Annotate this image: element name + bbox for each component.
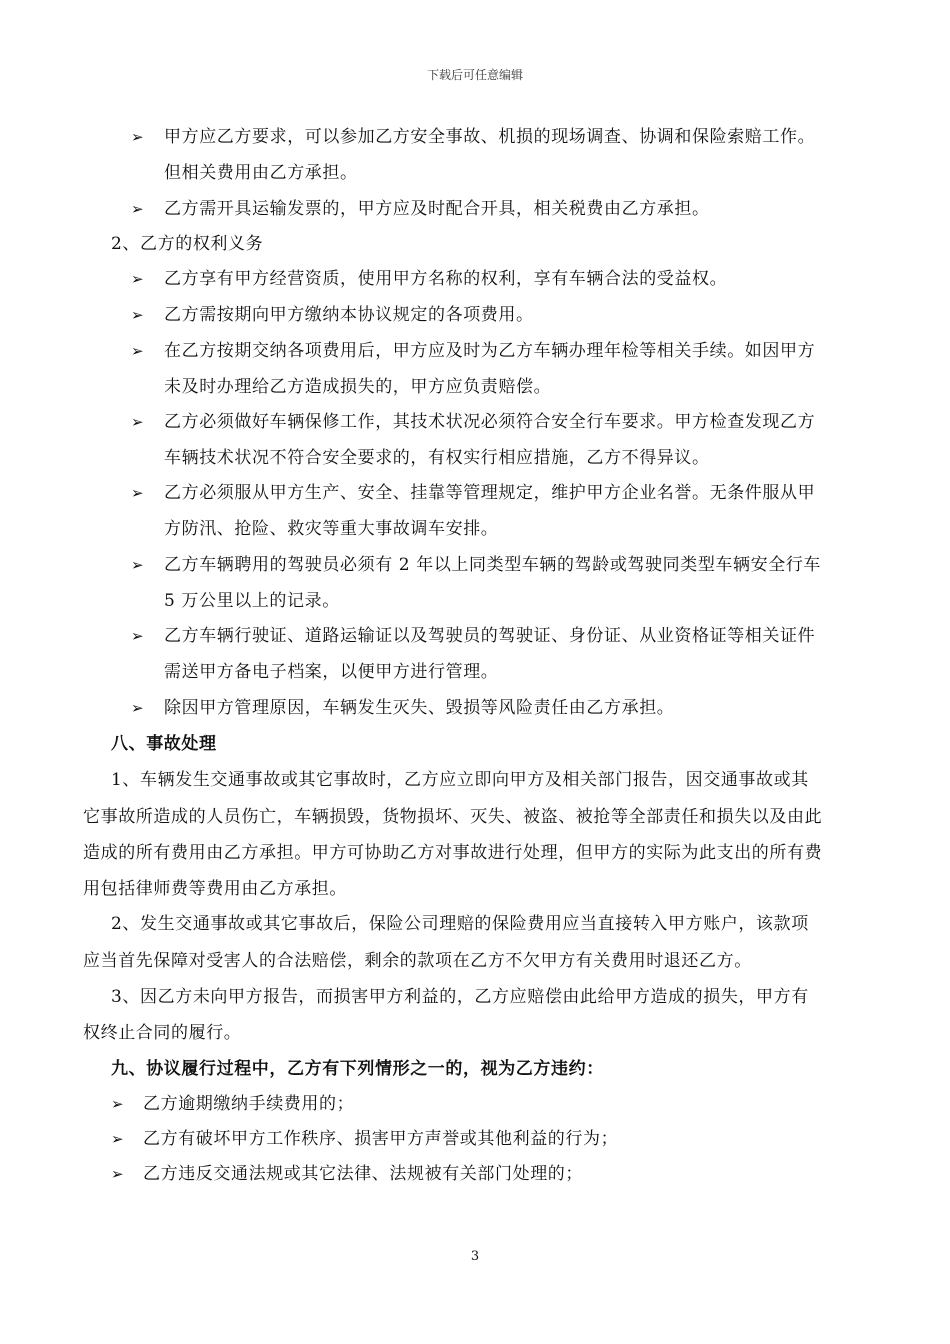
list-item: 除因甲方管理原因，车辆发生灭失、毁损等风险责任由乙方承担。 — [164, 698, 675, 718]
bullet-icon: ➢ — [131, 270, 144, 288]
list-item: 乙方必须做好车辆保修工作，其技术状况必须符合安全行车要求。甲方检查发现乙方 — [164, 412, 816, 432]
list-item: 需送甲方备电子档案，以便甲方进行管理。 — [164, 662, 499, 682]
bullet-icon: ➢ — [111, 1095, 124, 1113]
bullet-icon: ➢ — [111, 1130, 124, 1148]
paragraph-line: 造成的所有费用由乙方承担。甲方可协助乙方对事故进行处理，但甲方的实际为此支出的所有费 — [83, 843, 823, 863]
section-subheading: 2、乙方的权利义务 — [111, 234, 264, 254]
section-heading: 九、协议履行过程中，乙方有下列情形之一的，视为乙方违约： — [111, 1059, 604, 1079]
list-item: 乙方需开具运输发票的，甲方应及时配合开具，相关税费由乙方承担。 — [164, 199, 710, 219]
list-item: 乙方需按期向甲方缴纳本协议规定的各项费用。 — [164, 305, 534, 325]
bullet-icon: ➢ — [131, 306, 144, 324]
bullet-icon: ➢ — [131, 627, 144, 645]
list-item: 乙方违反交通法规或其它法律、法规被有关部门处理的； — [143, 1164, 583, 1184]
list-item: 乙方逾期缴纳手续费用的； — [143, 1094, 355, 1114]
page-header: 下载后可任意编辑 — [426, 68, 523, 82]
page-number: 3 — [470, 1249, 480, 1264]
list-item: 乙方有破坏甲方工作秩序、损害甲方声誉或其他利益的行为； — [143, 1129, 619, 1149]
bullet-icon: ➢ — [131, 556, 144, 574]
section-heading: 八、事故处理 — [111, 734, 217, 754]
bullet-icon: ➢ — [131, 342, 144, 360]
bullet-icon: ➢ — [131, 484, 144, 502]
list-item: 5 万公里以上的记录。 — [164, 591, 340, 611]
list-item: 乙方车辆行驶证、道路运输证以及驾驶员的驾驶证、身份证、从业资格证等相关证件 — [164, 626, 816, 646]
list-item: 在乙方按期交纳各项费用后，甲方应及时为乙方车辆办理年检等相关手续。如因甲方 — [164, 341, 816, 361]
list-item: 甲方应乙方要求，可以参加乙方安全事故、机损的现场调查、协调和保险索赔工作。 — [164, 127, 816, 147]
bullet-icon: ➢ — [131, 128, 144, 146]
list-item: 乙方车辆聘用的驾驶员必须有 2 年以上同类型车辆的驾龄或驾驶同类型车辆安全行车 — [164, 555, 822, 575]
list-item: 乙方享有甲方经营资质，使用甲方名称的权利，享有车辆合法的受益权。 — [164, 269, 728, 289]
paragraph-line: 3、因乙方未向甲方报告，而损害甲方利益的，乙方应赔偿由此给甲方造成的损失，甲方有 — [111, 987, 809, 1007]
list-item: 但相关费用由乙方承担。 — [164, 163, 358, 183]
paragraph-line: 用包括律师费等费用由乙方承担。 — [83, 879, 347, 899]
paragraph-line: 2、发生交通事故或其它事故后，保险公司理赔的保险费用应当直接转入甲方账户，该款项 — [111, 914, 809, 934]
paragraph-line: 1、车辆发生交通事故或其它事故时，乙方应立即向甲方及相关部门报告，因交通事故或其 — [111, 770, 809, 790]
bullet-icon: ➢ — [131, 413, 144, 431]
list-item: 未及时办理给乙方造成损失的，甲方应负责赔偿。 — [164, 377, 552, 397]
list-item: 车辆技术状况不符合安全要求的，有权实行相应措施，乙方不得异议。 — [164, 448, 710, 468]
bullet-icon: ➢ — [131, 200, 144, 218]
list-item: 方防汛、抢险、救灾等重大事故调车安排。 — [164, 519, 499, 539]
bullet-icon: ➢ — [131, 699, 144, 717]
paragraph-line: 权终止合同的履行。 — [83, 1023, 242, 1043]
paragraph-line: 它事故所造成的人员伤亡，车辆损毁，货物损坏、灭失、被盗、被抢等全部责任和损失以及由此 — [83, 807, 823, 827]
paragraph-line: 应当首先保障对受害人的合法赔偿，剩余的款项在乙方不欠甲方有关费用时退还乙方。 — [83, 951, 752, 971]
list-item: 乙方必须服从甲方生产、安全、挂靠等管理规定，维护甲方企业名誉。无条件服从甲 — [164, 483, 816, 503]
bullet-icon: ➢ — [111, 1165, 124, 1183]
